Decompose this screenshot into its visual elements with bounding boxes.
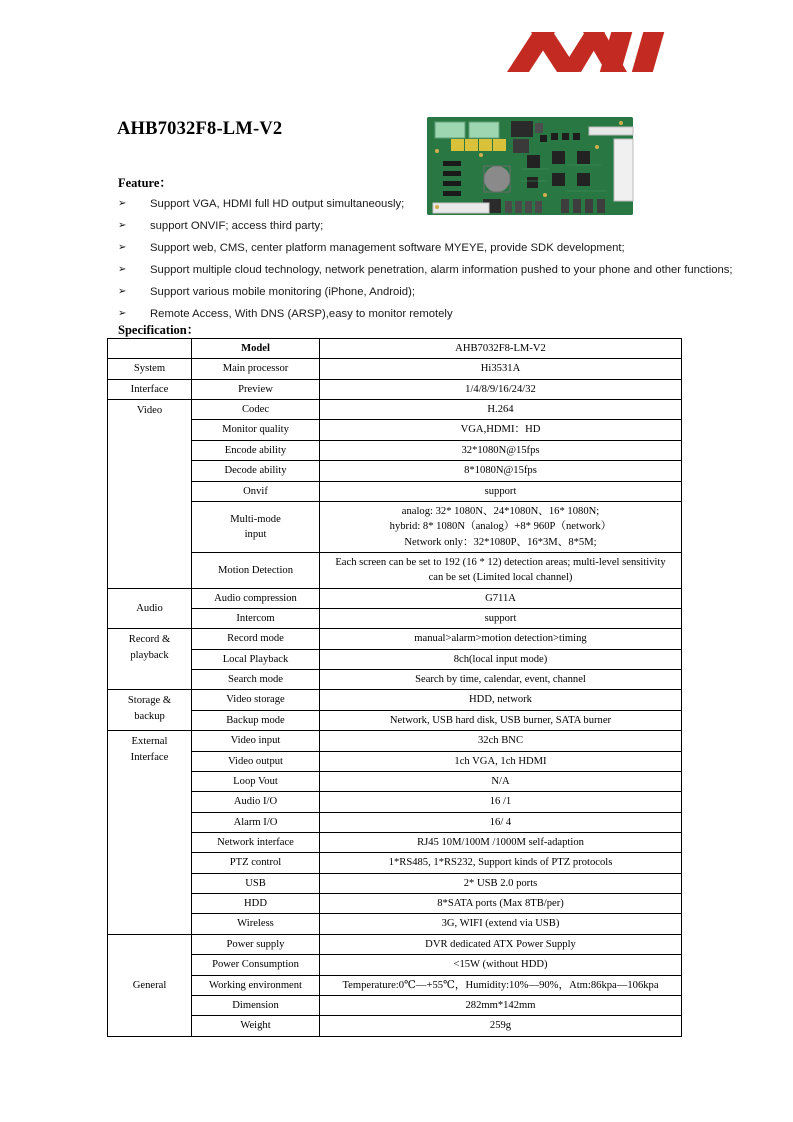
cell-item: Power supply xyxy=(192,934,320,954)
cell-value: 1ch VGA, 1ch HDMI xyxy=(320,751,682,771)
cell-item: Video input xyxy=(192,731,320,751)
table-row xyxy=(108,710,682,730)
cell-item: Backup mode xyxy=(192,710,320,730)
cell-value: analog: 32* 1080N、24*1080N、16* 1080N; hybrid: 8* 1080N（analog）+8* 960P（network） Network only：32*1080P、16*3M、8*5M; xyxy=(320,501,682,552)
cell-item: HDD xyxy=(192,894,320,914)
table-row xyxy=(108,853,682,873)
table-row xyxy=(108,894,682,914)
table-row xyxy=(108,934,682,954)
cell-item: Main processor xyxy=(192,359,320,379)
cell-value: 8*SATA ports (Max 8TB/per) xyxy=(320,894,682,914)
table-row xyxy=(108,379,682,399)
cell-value: AHB7032F8-LM-V2 xyxy=(320,339,682,359)
cell-item: Dimension xyxy=(192,995,320,1015)
arrow-bullet-icon: ➢ xyxy=(118,220,127,231)
cell-item: Monitor quality xyxy=(192,420,320,440)
table-row xyxy=(108,649,682,669)
cell-value: 282mm*142mm xyxy=(320,995,682,1015)
cell-value: RJ45 10M/100M /1000M self-adaption xyxy=(320,832,682,852)
arrow-bullet-icon: ➢ xyxy=(118,264,127,275)
cell-value: manual>alarm>motion detection>timing xyxy=(320,629,682,649)
cell-value: 32ch BNC xyxy=(320,731,682,751)
arrow-bullet-icon: ➢ xyxy=(118,286,127,297)
list-item xyxy=(118,303,718,325)
table-row xyxy=(108,552,682,588)
arrow-bullet-icon: ➢ xyxy=(118,198,127,209)
table-row xyxy=(108,955,682,975)
table-row xyxy=(108,975,682,995)
cell-item: Audio I/O xyxy=(192,792,320,812)
cell-value: 16 /1 xyxy=(320,792,682,812)
list-item xyxy=(118,193,718,215)
specification-heading: Specification： xyxy=(118,323,200,337)
cell-item: Working environment xyxy=(192,975,320,995)
table-row xyxy=(108,609,682,629)
feature-text: Support web, CMS, center platform management software MYEYE, provide SDK development; xyxy=(150,242,625,254)
table-row xyxy=(108,670,682,690)
cell-category: Interface xyxy=(108,379,192,399)
cell-category xyxy=(108,339,192,359)
table-row xyxy=(108,420,682,440)
table-row xyxy=(108,751,682,771)
cell-item: Intercom xyxy=(192,609,320,629)
cell-value: 16/ 4 xyxy=(320,812,682,832)
cell-value: Network, USB hard disk, USB burner, SATA burner xyxy=(320,710,682,730)
cell-value: H.264 xyxy=(320,400,682,420)
cell-value: Hi3531A xyxy=(320,359,682,379)
table-row xyxy=(108,461,682,481)
cell-item: Multi-mode input xyxy=(192,501,320,552)
feature-list xyxy=(118,193,733,325)
cell-value: support xyxy=(320,481,682,501)
cell-category: Record & playback xyxy=(108,629,192,690)
table-row xyxy=(108,339,682,359)
table-row xyxy=(108,995,682,1015)
cell-category: External Interface xyxy=(108,731,192,935)
cell-value: <15W (without HDD) xyxy=(320,955,682,975)
cell-value: 32*1080N@15fps xyxy=(320,440,682,460)
cell-value: 1*RS485, 1*RS232, Support kinds of PTZ protocols xyxy=(320,853,682,873)
feature-text: support ONVIF; access third party; xyxy=(150,220,324,232)
cell-value: VGA,HDMI：HD xyxy=(320,420,682,440)
cell-category: Storage & backup xyxy=(108,690,192,731)
cell-item: Network interface xyxy=(192,832,320,852)
feature-heading: Feature： xyxy=(118,176,172,190)
table-row xyxy=(108,690,682,710)
cell-item: Motion Detection xyxy=(192,552,320,588)
table-row xyxy=(108,771,682,791)
cell-value: 3G, WIFI (extend via USB) xyxy=(320,914,682,934)
cell-item: Preview xyxy=(192,379,320,399)
feature-text: Remote Access, With DNS (ARSP),easy to monitor remotely xyxy=(150,308,453,320)
cell-category: System xyxy=(108,359,192,379)
cell-item: Search mode xyxy=(192,670,320,690)
cell-item: USB xyxy=(192,873,320,893)
cell-value: Each screen can be set to 192 (16 * 12) detection areas; multi-level sensitivity can be set (Limited local channel) xyxy=(320,552,682,588)
cell-item: Decode ability xyxy=(192,461,320,481)
cell-item: Weight xyxy=(192,1016,320,1036)
table-row xyxy=(108,440,682,460)
table-row xyxy=(108,400,682,420)
table-row xyxy=(108,731,682,751)
cell-category: Video xyxy=(108,400,192,589)
cell-value: G711A xyxy=(320,588,682,608)
cell-item: Video output xyxy=(192,751,320,771)
table-row xyxy=(108,873,682,893)
cell-item: Local Playback xyxy=(192,649,320,669)
table-row xyxy=(108,792,682,812)
feature-text: Support VGA, HDMI full HD output simultaneously; xyxy=(150,198,405,210)
cell-item: Model xyxy=(192,339,320,359)
cell-value: Search by time, calendar, event, channel xyxy=(320,670,682,690)
feature-text: Support multiple cloud technology, network penetration, alarm information pushed to your phone and other functions; xyxy=(150,264,733,276)
table-row xyxy=(108,1016,682,1036)
list-item xyxy=(118,259,733,281)
table-row xyxy=(108,812,682,832)
cell-category: Audio xyxy=(108,588,192,629)
table-row xyxy=(108,501,682,552)
cell-value: 259g xyxy=(320,1016,682,1036)
cell-item: Alarm I/O xyxy=(192,812,320,832)
cell-item: Loop Vout xyxy=(192,771,320,791)
table-row xyxy=(108,832,682,852)
specification-table xyxy=(107,338,682,1037)
cell-category: General xyxy=(108,934,192,1036)
feature-text: Support various mobile monitoring (iPhone, Android); xyxy=(150,286,415,298)
table-row xyxy=(108,588,682,608)
company-logo xyxy=(505,26,683,82)
cell-value: support xyxy=(320,609,682,629)
cell-item: Wireless xyxy=(192,914,320,934)
cell-item: PTZ control xyxy=(192,853,320,873)
cell-item: Video storage xyxy=(192,690,320,710)
cell-value: N/A xyxy=(320,771,682,791)
cell-item: Encode ability xyxy=(192,440,320,460)
cell-value: 1/4/8/9/16/24/32 xyxy=(320,379,682,399)
table-row xyxy=(108,629,682,649)
list-item xyxy=(118,281,718,303)
table-row xyxy=(108,359,682,379)
table-row xyxy=(108,914,682,934)
cell-item: Record mode xyxy=(192,629,320,649)
list-item xyxy=(118,237,718,259)
arrow-bullet-icon: ➢ xyxy=(118,242,127,253)
cell-value: 8ch(local input mode) xyxy=(320,649,682,669)
cell-value: 2* USB 2.0 ports xyxy=(320,873,682,893)
arrow-bullet-icon: ➢ xyxy=(118,308,127,319)
cell-value: DVR dedicated ATX Power Supply xyxy=(320,934,682,954)
cell-item: Codec xyxy=(192,400,320,420)
cell-item: Audio compression xyxy=(192,588,320,608)
cell-value: 8*1080N@15fps xyxy=(320,461,682,481)
table-row xyxy=(108,481,682,501)
cell-value: HDD, network xyxy=(320,690,682,710)
cell-item: Power Consumption xyxy=(192,955,320,975)
cell-item: Onvif xyxy=(192,481,320,501)
list-item xyxy=(118,215,718,237)
page-title: AHB7032F8-LM-V2 xyxy=(117,119,283,139)
cell-value: Temperature:0℃—+55℃，Humidity:10%—90%，Atm:86kpa—106kpa xyxy=(320,975,682,995)
